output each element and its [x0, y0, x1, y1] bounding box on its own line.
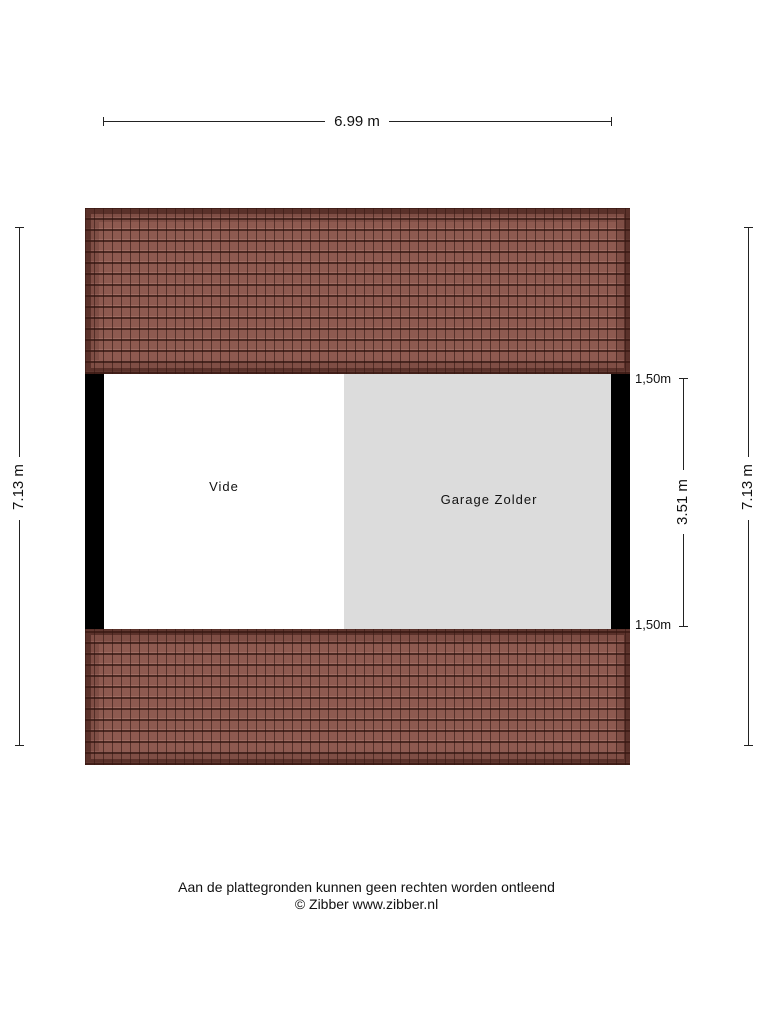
right-dimension-tick-bottom	[744, 745, 753, 746]
top-dimension-line-left	[103, 121, 325, 122]
inner-dimension-tick-top	[679, 378, 688, 379]
top-dimension-tick-left	[103, 117, 104, 126]
inner-dimension-line-bottom	[683, 534, 684, 627]
left-dimension-line-bottom	[19, 520, 20, 745]
right-dimension-line-top	[748, 227, 749, 457]
top-dimension-tick-right	[611, 117, 612, 126]
inner-dimension-line-top	[683, 378, 684, 470]
vide-area	[104, 374, 344, 629]
vide-label: Vide	[209, 479, 239, 494]
left-dimension-line-top	[19, 227, 20, 457]
lower-wall-label: 1,50m	[635, 617, 672, 632]
left-dimension-tick-top	[15, 227, 24, 228]
right-dimension-tick-top	[744, 227, 753, 228]
left-dimension-tick-bottom	[15, 745, 24, 746]
right-wall	[611, 374, 630, 629]
right-dimension-line-bottom	[748, 520, 749, 745]
roof-bottom	[85, 629, 630, 765]
roof-top	[85, 208, 630, 374]
left-dimension-label: 7.13 m	[10, 464, 27, 510]
upper-wall-label: 1,50m	[635, 371, 672, 386]
footer-copyright: © Zibber www.zibber.nl	[294, 896, 439, 912]
inner-dimension-tick-bottom	[679, 626, 688, 627]
inner-dimension-label: 3.51 m	[674, 479, 691, 525]
top-dimension-label: 6.99 m	[334, 113, 380, 130]
garage-zolder-label: Garage Zolder	[440, 492, 538, 507]
top-dimension-line-right	[389, 121, 612, 122]
right-dimension-label: 7.13 m	[739, 464, 756, 510]
footer-disclaimer: Aan de plattegronden kunnen geen rechten worden ontleend	[178, 879, 555, 895]
left-wall	[85, 374, 104, 629]
